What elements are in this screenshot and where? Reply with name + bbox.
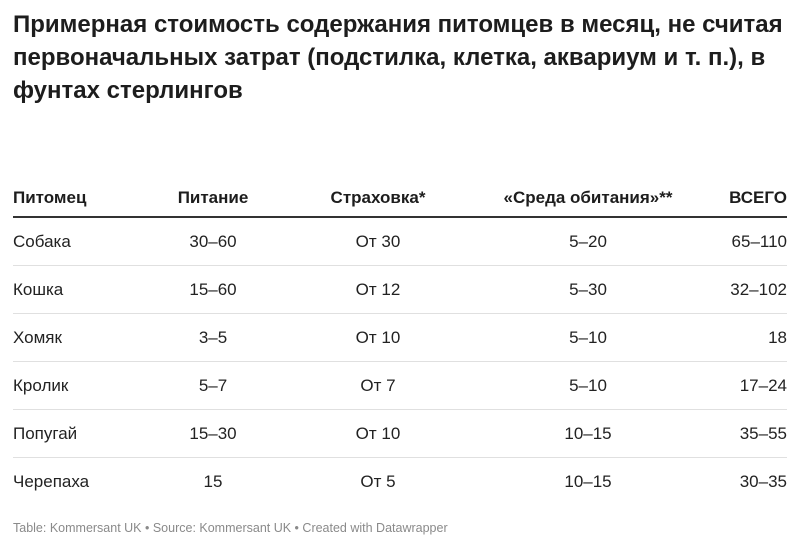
table-row — [13, 266, 787, 314]
cell-habitat: 5–10 — [569, 327, 607, 347]
cell-total: 18 — [768, 327, 787, 347]
cell-total: 35–55 — [739, 423, 787, 443]
cell-insurance: От 12 — [355, 279, 401, 299]
cell-total: 32–102 — [730, 279, 787, 299]
cell-food: 3–5 — [198, 327, 228, 347]
table-row — [13, 314, 787, 362]
table-row — [13, 362, 787, 410]
table-row — [13, 218, 787, 266]
column-header-habitat — [493, 187, 683, 208]
cell-insurance: От 30 — [355, 231, 401, 251]
cell-habitat: 10–15 — [564, 423, 612, 443]
cell-habitat: 10–15 — [564, 471, 612, 491]
cell-insurance: От 5 — [360, 471, 396, 491]
cell-food: 15–60 — [189, 279, 237, 299]
cell-food: 15–30 — [189, 423, 237, 443]
cell-habitat: 5–30 — [569, 279, 607, 299]
table-row — [13, 458, 787, 505]
cell-pet: Черепаха — [13, 471, 90, 491]
cell-food: 30–60 — [189, 231, 237, 251]
column-header-food: Питание — [177, 188, 249, 207]
cell-pet: Кошка — [13, 279, 64, 299]
pet-cost-table — [13, 148, 787, 505]
cell-pet: Попугай — [13, 423, 78, 443]
cell-insurance: От 7 — [360, 375, 396, 395]
cell-habitat: 5–10 — [569, 375, 607, 395]
table-header-row — [13, 148, 787, 218]
cell-pet: Собака — [13, 231, 71, 251]
cell-food: 5–7 — [198, 375, 228, 395]
column-header-habitat-text: «Среда обитания»** — [503, 188, 673, 207]
cell-food: 15 — [203, 471, 223, 491]
cell-habitat: 5–20 — [569, 231, 607, 251]
cell-total: 17–24 — [739, 375, 787, 395]
cell-insurance: От 10 — [355, 423, 401, 443]
column-header-pet: Питомец — [13, 188, 87, 207]
column-header-insurance: Страховка* — [330, 188, 426, 207]
table-row — [13, 410, 787, 458]
source-footer: Table: Kommersant UK • Source: Kommersant UK • Created with Datawrapper — [13, 521, 448, 535]
cell-pet: Кролик — [13, 375, 69, 395]
chart-title: Примерная стоимость содержания питомцев в месяц, не считая первоначальных затрат (подстилка, клетка, аквариум и т. п.), в фунтах стерлингов — [13, 11, 783, 104]
column-header-total: ВСЕГО — [729, 188, 787, 207]
cell-pet: Хомяк — [13, 327, 62, 347]
cell-insurance: От 10 — [355, 327, 401, 347]
cell-total: 30–35 — [739, 471, 787, 491]
cell-total: 65–110 — [731, 231, 787, 251]
